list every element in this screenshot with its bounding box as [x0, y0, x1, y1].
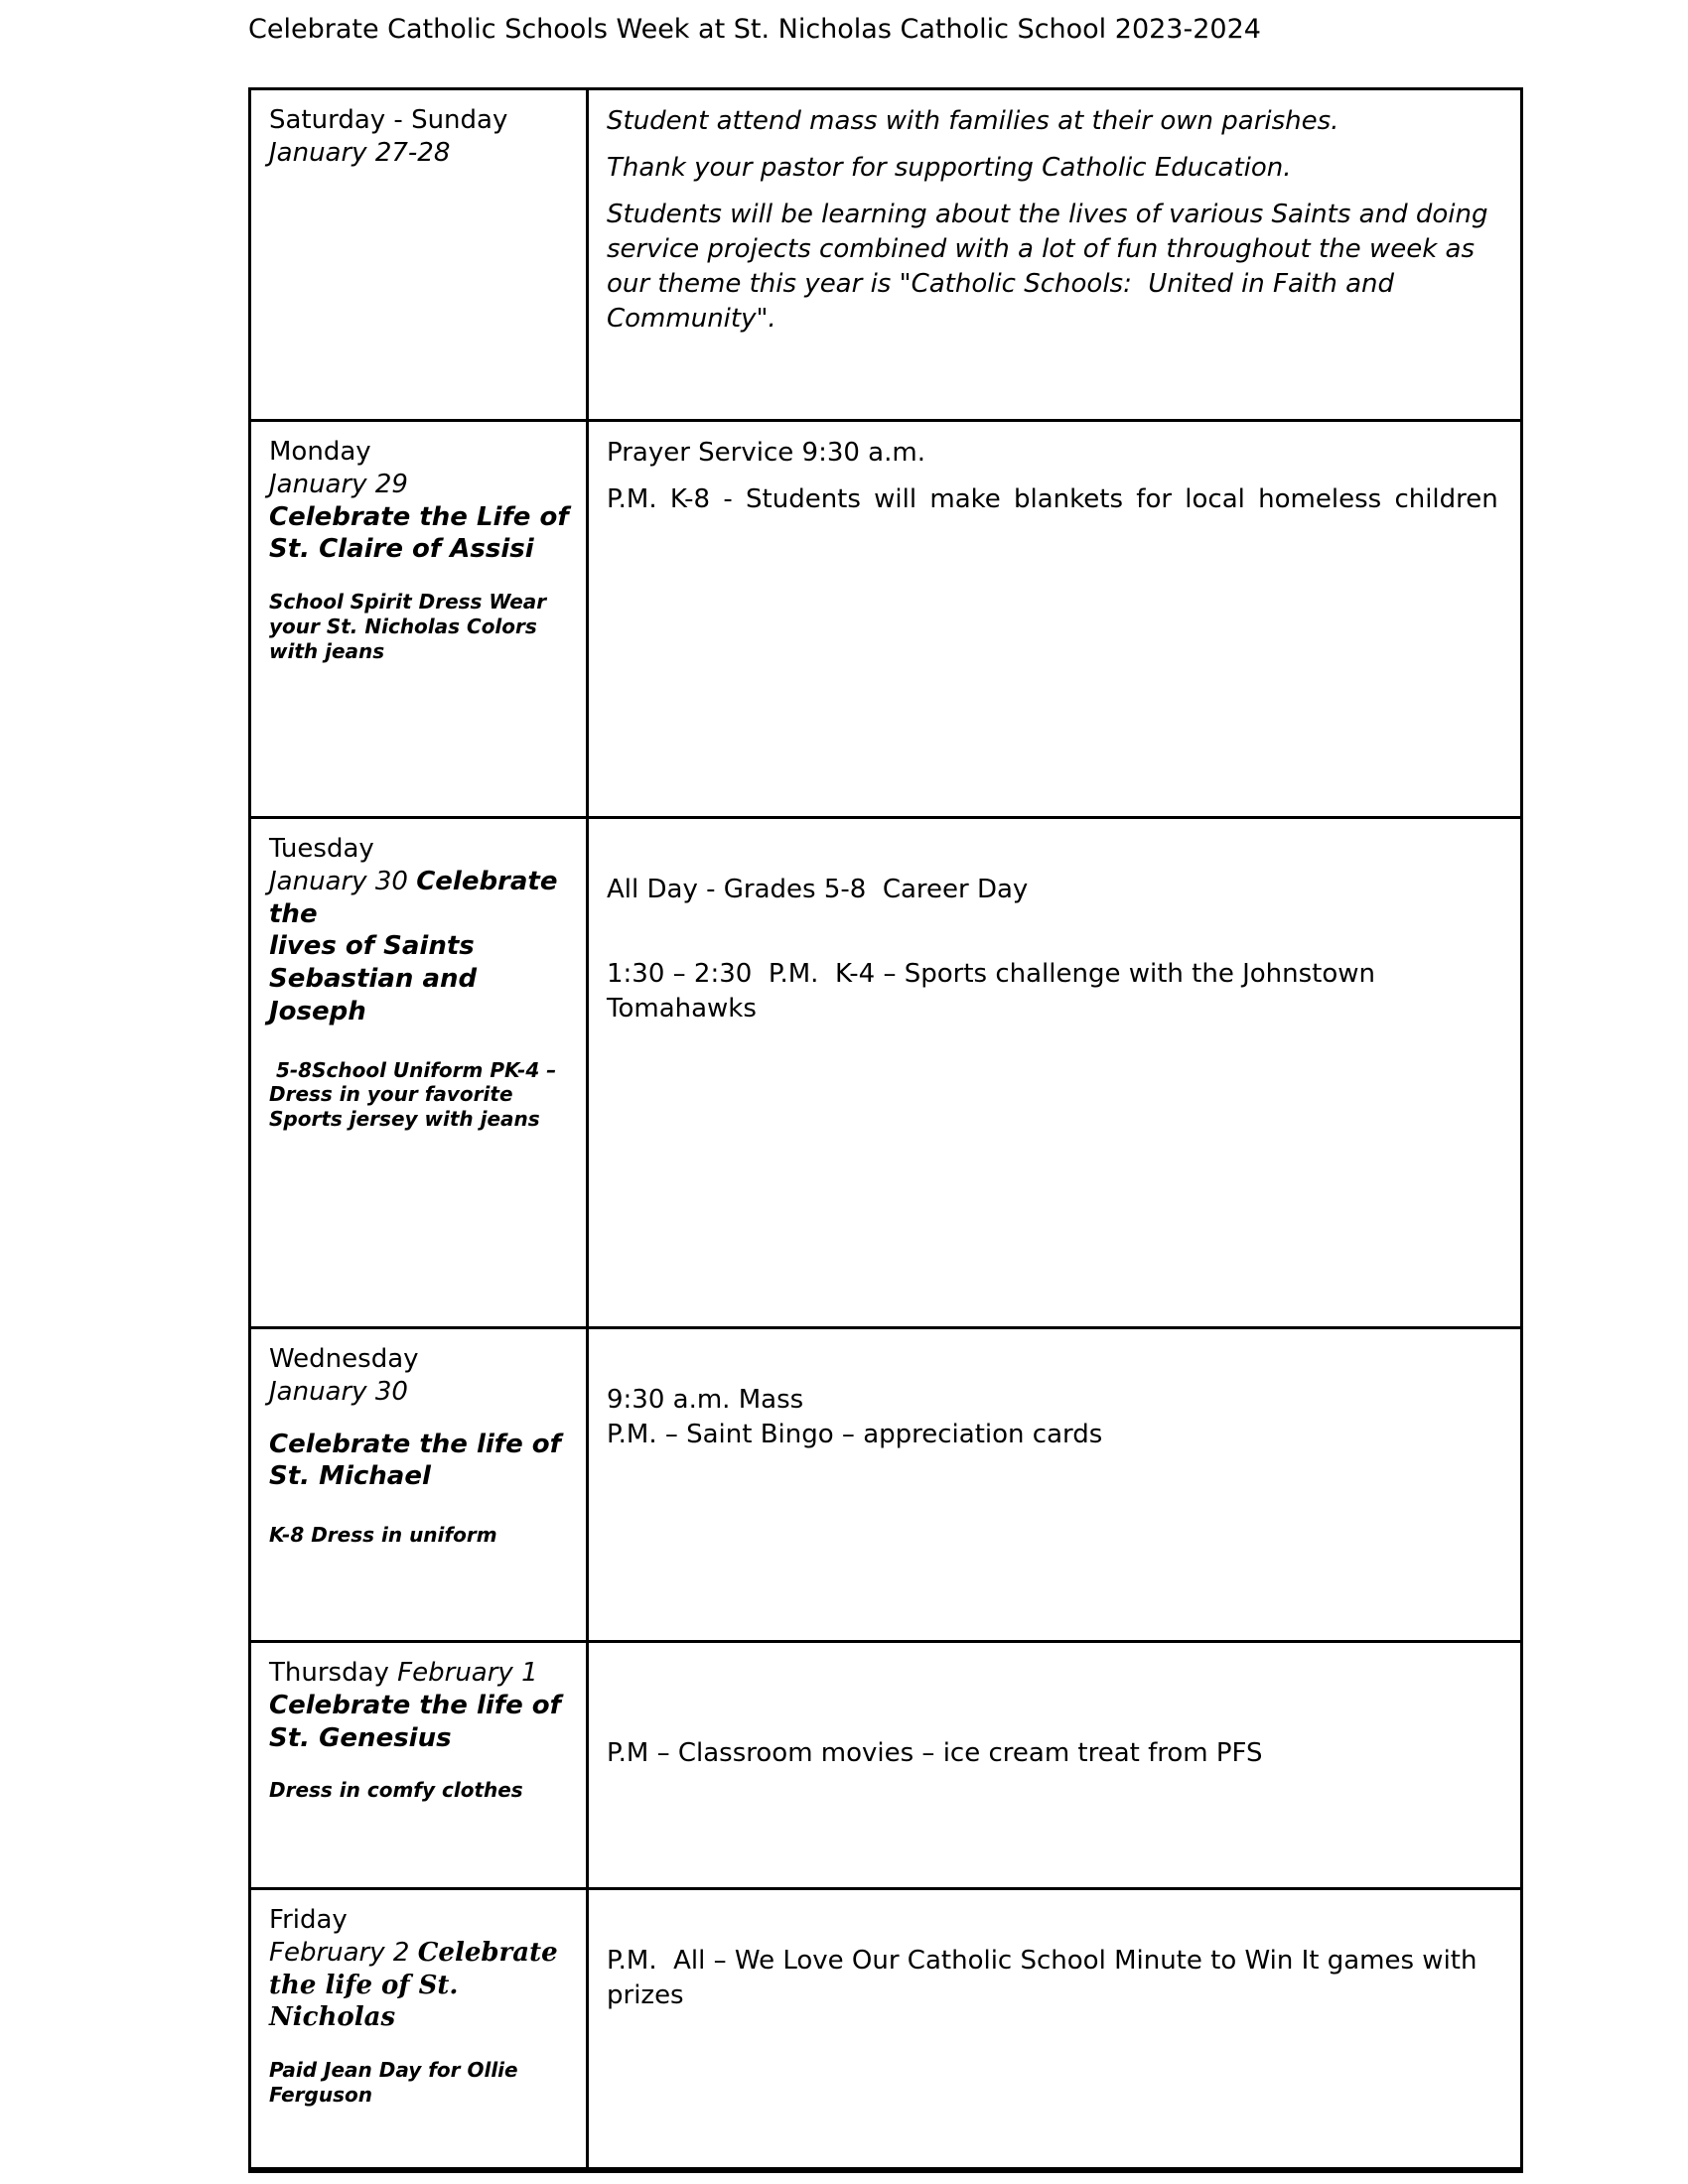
day-label: Monday	[269, 437, 371, 467]
saint-label-part2: lives of Saints Sebastian and Joseph	[269, 931, 487, 1026]
date-label: January 27-28	[269, 137, 451, 168]
date-and-saint-line	[269, 866, 570, 931]
day-cell-saturday-sunday	[250, 89, 588, 421]
event-text: Thank your pastor for supporting Catholic Education.	[607, 153, 1292, 184]
table-row-tuesday	[250, 818, 1522, 1328]
event-text: P.M. K-8 - Students will make blankets for local homeless children	[607, 484, 1498, 515]
table-row-wednesday	[250, 1328, 1522, 1642]
day-cell-tuesday	[250, 818, 588, 1328]
saint-label: Celebrate the life of St. Genesius	[269, 1690, 571, 1753]
dress-code-note: K-8 Dress in uniform	[269, 1523, 497, 1547]
date-label: February 1	[397, 1658, 538, 1688]
day-cell-thursday	[250, 1642, 588, 1889]
day-label: Saturday - Sunday	[269, 105, 508, 135]
day-cell-monday	[250, 421, 588, 818]
table-row-friday	[250, 1889, 1522, 2170]
table-row-saturday-sunday	[250, 89, 1522, 421]
schedule-table	[248, 87, 1523, 2173]
events-cell-monday	[588, 421, 1522, 818]
events-cell-thursday	[588, 1642, 1522, 1889]
saint-label: Celebrate the life of St. Nicholas	[269, 1937, 567, 2033]
page-title: Celebrate Catholic Schools Week at St. Nicholas Catholic School 2023-2024	[248, 14, 1261, 45]
event-text: P.M – Classroom movies – ice cream treat from PFS	[607, 1738, 1263, 1768]
event-text: Students will be learning about the lives of various Saints and doing service projects combined with a lot of fun throughout the week as our theme this year is "Catholic Schools: United in Faith and Community".	[607, 200, 1496, 335]
table-row-monday	[250, 421, 1522, 818]
event-text: Prayer Service 9:30 a.m.	[607, 438, 925, 468]
event-text: P.M. – Saint Bingo – appreciation cards	[607, 1420, 1103, 1450]
day-and-date-line	[269, 1657, 570, 1690]
events-cell-friday	[588, 1889, 1522, 2170]
saint-label: Celebrate the Life of St. Claire of Assisi	[269, 501, 578, 565]
day-cell-friday	[250, 1889, 588, 2170]
events-cell-tuesday	[588, 818, 1522, 1328]
day-cell-wednesday	[250, 1328, 588, 1642]
dress-code-note: 5-8School Uniform PK-4 – Dress in your favorite Sports jersey with jeans	[269, 1057, 564, 1132]
day-label: Friday	[269, 1905, 348, 1935]
date-label: January 30	[269, 1376, 408, 1407]
event-text: Student attend mass with families at their own parishes.	[607, 106, 1339, 136]
events-cell-wednesday	[588, 1328, 1522, 1642]
event-text: All Day - Grades 5-8 Career Day	[607, 875, 1029, 904]
table-row-thursday	[250, 1642, 1522, 1889]
dress-code-note: Dress in comfy clothes	[269, 1778, 523, 1803]
day-label: Thursday	[269, 1658, 398, 1688]
date-label: January 30	[269, 866, 417, 896]
day-label: Wednesday	[269, 1344, 419, 1374]
saint-label-part1: Celebrate the	[269, 866, 567, 929]
event-text: 1:30 – 2:30 P.M. K-4 – Sports challenge with the Johnstown Tomahawks	[607, 959, 1384, 1024]
dress-code-note: Paid Jean Day for Ollie Ferguson	[269, 2058, 525, 2107]
date-label: January 29	[269, 469, 408, 499]
date-and-saint-line	[269, 1937, 570, 2034]
dress-code-note: School Spirit Dress Wear your St. Nicholas Colors with jeans	[269, 590, 554, 663]
event-text: 9:30 a.m. Mass	[607, 1385, 804, 1415]
saint-label: Celebrate the life of St. Michael	[269, 1429, 571, 1492]
date-label: February 2	[269, 1937, 418, 1968]
day-label: Tuesday	[269, 834, 374, 864]
events-cell-saturday-sunday	[588, 89, 1522, 421]
event-text: P.M. All – We Love Our Catholic School Minute to Win It games with prizes	[607, 1946, 1485, 2011]
